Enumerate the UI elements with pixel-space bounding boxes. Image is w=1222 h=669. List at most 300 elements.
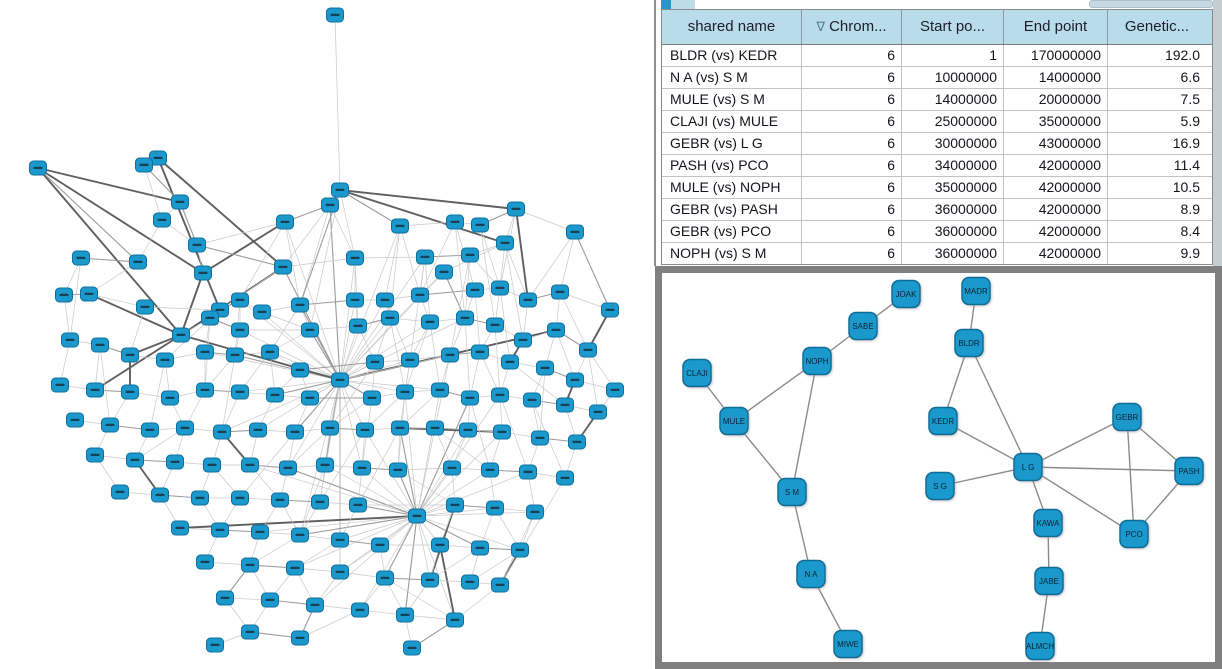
node-label <box>296 369 305 371</box>
table-row[interactable] <box>662 199 1212 221</box>
network-node[interactable] <box>322 198 339 212</box>
network-node[interactable] <box>392 421 409 435</box>
network-node[interactable] <box>157 353 174 367</box>
cell-value[interactable]: 36000000 <box>902 243 1004 264</box>
network-node[interactable] <box>462 575 479 589</box>
network-node[interactable] <box>377 293 394 307</box>
network-node[interactable] <box>497 236 514 250</box>
network-node[interactable] <box>322 421 339 435</box>
node-label <box>77 257 86 259</box>
cell-value[interactable]: 6 <box>802 243 902 264</box>
network-node[interactable] <box>1034 510 1062 537</box>
table-row[interactable] <box>662 89 1212 111</box>
network-node[interactable] <box>30 161 47 175</box>
network-node[interactable] <box>444 461 461 475</box>
network-node[interactable] <box>472 218 489 232</box>
cell-value[interactable]: 192.0 <box>1164 47 1200 63</box>
tab-fragment <box>671 0 695 9</box>
network-edge <box>300 610 360 638</box>
table-row[interactable] <box>662 111 1212 133</box>
network-node[interactable] <box>272 493 289 507</box>
cell-value[interactable]: 8.9 <box>1180 201 1200 217</box>
network-node[interactable] <box>357 423 374 437</box>
network-node[interactable] <box>87 383 104 397</box>
cell-value[interactable]: 6.6 <box>1180 69 1200 85</box>
network-node[interactable] <box>112 485 129 499</box>
network-node[interactable] <box>292 631 309 645</box>
cell-value[interactable]: 42000000 <box>1004 243 1108 264</box>
network-node[interactable] <box>472 345 489 359</box>
network-node[interactable] <box>197 345 214 359</box>
cell-shared-name[interactable]: MULE (vs) S M <box>662 89 802 110</box>
network-node[interactable] <box>202 311 219 325</box>
cell-shared-name[interactable]: CLAJI (vs) MULE <box>662 111 802 132</box>
cell-shared-name[interactable]: BLDR (vs) KEDR <box>662 45 802 66</box>
node-label <box>528 399 537 401</box>
node-label <box>256 531 265 533</box>
network-node[interactable] <box>552 285 569 299</box>
network-node[interactable] <box>142 423 159 437</box>
node-label <box>236 497 245 499</box>
node-label <box>296 304 305 306</box>
network-node[interactable] <box>377 571 394 585</box>
network-node[interactable] <box>350 498 367 512</box>
cell-value[interactable]: 10000000 <box>902 67 1004 88</box>
node-label <box>236 299 245 301</box>
network-node[interactable] <box>402 353 419 367</box>
network-node[interactable] <box>232 491 249 505</box>
network-node[interactable] <box>277 215 294 229</box>
network-node[interactable] <box>460 423 477 437</box>
horizontal-scrollbar-thumb[interactable] <box>1089 0 1213 8</box>
network-node[interactable] <box>197 383 214 397</box>
network-node[interactable] <box>347 293 364 307</box>
network-node[interactable] <box>207 638 224 652</box>
cell-value[interactable]: 14000000 <box>902 89 1004 110</box>
network-node[interactable] <box>472 541 489 555</box>
network-node[interactable] <box>302 391 319 405</box>
network-node[interactable] <box>67 413 84 427</box>
cell-shared-name[interactable]: MULE (vs) NOPH <box>662 177 802 198</box>
network-node[interactable] <box>520 465 537 479</box>
network-node[interactable] <box>214 425 231 439</box>
network-node[interactable] <box>955 330 983 357</box>
network-node[interactable] <box>162 391 179 405</box>
cell-shared-name[interactable]: PASH (vs) PCO <box>662 155 802 176</box>
column-header-chromosome[interactable]: ∇ Chrom... <box>802 10 902 44</box>
network-node[interactable] <box>569 435 586 449</box>
node-label <box>331 14 340 16</box>
network-node[interactable] <box>590 405 607 419</box>
network-node[interactable] <box>548 323 565 337</box>
table-row[interactable] <box>662 177 1212 199</box>
network-node[interactable] <box>154 213 171 227</box>
network-node[interactable] <box>1035 568 1063 595</box>
network-node[interactable] <box>1026 633 1054 660</box>
network-node[interactable] <box>332 533 349 547</box>
column-header-shared-name[interactable]: shared name <box>662 10 802 44</box>
network-node[interactable] <box>487 318 504 332</box>
network-node[interactable] <box>87 448 104 462</box>
network-node[interactable] <box>227 348 244 362</box>
cell-value[interactable]: 35000000 <box>902 177 1004 198</box>
network-node[interactable] <box>242 558 259 572</box>
network-node[interactable] <box>1175 458 1203 485</box>
network-edge <box>1127 417 1134 534</box>
network-edge <box>1028 417 1127 467</box>
cell-value[interactable]: 9.9 <box>1180 245 1200 261</box>
node-label <box>401 391 410 393</box>
network-node[interactable] <box>242 625 259 639</box>
network-node[interactable] <box>720 408 748 435</box>
node-label: JOAK <box>895 290 917 299</box>
network-node[interactable] <box>447 215 464 229</box>
node-label <box>501 242 510 244</box>
network-node[interactable] <box>436 265 453 279</box>
network-node[interactable] <box>409 509 426 523</box>
network-node[interactable] <box>494 425 511 439</box>
network-node[interactable] <box>422 315 439 329</box>
node-label <box>584 349 593 351</box>
network-node[interactable] <box>557 398 574 412</box>
network-node[interactable] <box>327 8 344 22</box>
network-node[interactable] <box>292 363 309 377</box>
network-edge <box>516 209 528 300</box>
network-node[interactable] <box>250 423 267 437</box>
column-header-end-point[interactable]: End point <box>1004 10 1108 44</box>
table-row[interactable] <box>662 243 1212 264</box>
cell-value[interactable]: 6 <box>802 133 902 154</box>
network-node[interactable] <box>567 225 584 239</box>
network-node[interactable] <box>462 248 479 262</box>
network-node[interactable] <box>122 385 139 399</box>
node-label <box>611 389 620 391</box>
node-label <box>361 429 370 431</box>
cell-value[interactable]: 6 <box>802 155 902 176</box>
table-row[interactable] <box>662 133 1212 155</box>
network-edge <box>144 165 162 220</box>
network-node[interactable] <box>404 641 421 655</box>
network-node[interactable] <box>372 538 389 552</box>
cell-value[interactable]: 6 <box>802 67 902 88</box>
network-node[interactable] <box>73 251 90 265</box>
network-node[interactable] <box>52 378 69 392</box>
node-label <box>85 293 94 295</box>
column-header-genetic[interactable]: Genetic... <box>1124 18 1190 35</box>
table-row[interactable] <box>662 45 1212 67</box>
node-label <box>354 325 363 327</box>
network-node[interactable] <box>232 293 249 307</box>
network-node[interactable] <box>602 303 619 317</box>
table-row[interactable] <box>662 67 1212 89</box>
network-node[interactable] <box>482 463 499 477</box>
node-label <box>394 469 403 471</box>
network-node[interactable] <box>427 421 444 435</box>
network-node[interactable] <box>173 328 190 342</box>
network-node[interactable] <box>432 383 449 397</box>
network-node[interactable] <box>803 348 831 375</box>
node-label <box>358 467 367 469</box>
node-label <box>311 604 320 606</box>
node-label <box>306 397 315 399</box>
network-node[interactable] <box>262 593 279 607</box>
network-node[interactable] <box>527 505 544 519</box>
network-node[interactable] <box>422 573 439 587</box>
network-node[interactable] <box>232 323 249 337</box>
cell-value[interactable]: 6 <box>802 89 902 110</box>
cell-value[interactable]: 36000000 <box>902 221 1004 242</box>
network-node[interactable] <box>192 491 209 505</box>
network-node[interactable] <box>287 561 304 575</box>
network-node[interactable] <box>515 333 532 347</box>
node-label <box>71 419 80 421</box>
network-node[interactable] <box>487 501 504 515</box>
network-edge <box>340 190 355 258</box>
filter-icon[interactable]: ∇ <box>816 19 826 34</box>
network-edge <box>283 258 355 267</box>
network-node[interactable] <box>307 598 324 612</box>
node-label <box>176 201 185 203</box>
network-node[interactable] <box>275 260 292 274</box>
cell-value[interactable]: 42000000 <box>1004 199 1108 220</box>
network-node[interactable] <box>212 523 229 537</box>
network-node[interactable] <box>412 288 429 302</box>
network-node[interactable] <box>537 361 554 375</box>
network-node[interactable] <box>962 278 990 305</box>
node-label <box>571 231 580 233</box>
cell-shared-name[interactable]: N A (vs) S M <box>662 67 802 88</box>
network-node[interactable] <box>317 458 334 472</box>
network-node[interactable] <box>834 631 862 658</box>
node-label <box>446 354 455 356</box>
network-node[interactable] <box>280 461 297 475</box>
cell-value[interactable]: 6 <box>802 45 902 66</box>
node-label <box>476 224 485 226</box>
network-node[interactable] <box>382 311 399 325</box>
network-node[interactable] <box>417 250 434 264</box>
cell-value[interactable]: 10.5 <box>1172 179 1200 195</box>
network-node[interactable] <box>512 543 529 557</box>
network-node[interactable] <box>580 343 597 357</box>
network-node[interactable] <box>172 195 189 209</box>
network-node[interactable] <box>262 345 279 359</box>
network-node[interactable] <box>92 338 109 352</box>
network-node[interactable] <box>849 313 877 340</box>
node-label <box>96 344 105 346</box>
network-node[interactable] <box>364 391 381 405</box>
network-node[interactable] <box>442 348 459 362</box>
node-label <box>156 494 165 496</box>
node-label <box>246 631 255 633</box>
cell-value[interactable]: 6 <box>802 199 902 220</box>
network-node[interactable] <box>567 373 584 387</box>
network-node[interactable] <box>524 393 541 407</box>
cell-value[interactable]: 16.9 <box>1172 135 1200 151</box>
network-node[interactable] <box>152 488 169 502</box>
network-node[interactable] <box>287 425 304 439</box>
network-node[interactable] <box>432 538 449 552</box>
network-node[interactable] <box>352 603 369 617</box>
network-node[interactable] <box>332 183 349 197</box>
network-node[interactable] <box>252 525 269 539</box>
network-node[interactable] <box>1113 404 1141 431</box>
node-label <box>486 469 495 471</box>
network-edge <box>560 232 575 292</box>
cell-value[interactable]: 8.4 <box>1180 223 1200 239</box>
network-node[interactable] <box>189 238 206 252</box>
network-node[interactable] <box>492 281 509 295</box>
network-node[interactable] <box>347 251 364 265</box>
network-edge <box>158 158 220 310</box>
network-node[interactable] <box>195 266 212 280</box>
network-node[interactable] <box>302 323 319 337</box>
cell-value[interactable]: 170000000 <box>1004 45 1108 66</box>
node-label <box>326 204 335 206</box>
cell-value[interactable]: 43000000 <box>1004 133 1108 154</box>
network-node[interactable] <box>1120 521 1148 548</box>
cell-value[interactable]: 42000000 <box>1004 221 1108 242</box>
network-edge <box>340 300 355 380</box>
network-node[interactable] <box>242 458 259 472</box>
network-node[interactable] <box>462 391 479 405</box>
network-node[interactable] <box>217 591 234 605</box>
cell-value[interactable]: 6 <box>802 177 902 198</box>
table-row[interactable] <box>662 221 1212 243</box>
cell-value[interactable]: 20000000 <box>1004 89 1108 110</box>
cell-value[interactable]: 14000000 <box>1004 67 1108 88</box>
network-node[interactable] <box>457 311 474 325</box>
table-row[interactable] <box>662 155 1212 177</box>
network-node[interactable] <box>929 408 957 435</box>
network-node[interactable] <box>447 613 464 627</box>
network-edge <box>465 318 470 398</box>
network-node[interactable] <box>447 498 464 512</box>
network-node[interactable] <box>127 453 144 467</box>
network-node[interactable] <box>254 305 271 319</box>
cell-value[interactable]: 35000000 <box>1004 111 1108 132</box>
cell-shared-name[interactable]: GEBR (vs) PASH <box>662 199 802 220</box>
cell-value[interactable]: 1 <box>902 45 1004 66</box>
network-node[interactable] <box>1014 454 1042 481</box>
network-node[interactable] <box>232 385 249 399</box>
network-node[interactable] <box>137 300 154 314</box>
network-edge <box>145 307 220 310</box>
network-node[interactable] <box>397 608 414 622</box>
cell-value[interactable]: 34000000 <box>902 155 1004 176</box>
node-label <box>231 354 240 356</box>
detail-network-panel[interactable] <box>655 266 1222 669</box>
network-node[interactable] <box>350 319 367 333</box>
cell-shared-name[interactable]: GEBR (vs) PCO <box>662 221 802 242</box>
network-node[interactable] <box>172 521 189 535</box>
network-node[interactable] <box>177 421 194 435</box>
cell-value[interactable]: 42000000 <box>1004 177 1108 198</box>
network-node[interactable] <box>332 373 349 387</box>
node-label <box>466 581 475 583</box>
network-node[interactable] <box>502 355 519 369</box>
cell-shared-name[interactable]: NOPH (vs) S M <box>662 243 802 264</box>
node-label <box>116 491 125 493</box>
cell-value[interactable]: 6 <box>802 111 902 132</box>
network-node[interactable] <box>62 333 79 347</box>
network-node[interactable] <box>204 458 221 472</box>
network-node[interactable] <box>467 283 484 297</box>
network-node[interactable] <box>332 565 349 579</box>
cell-value[interactable]: 30000000 <box>902 133 1004 154</box>
node-label <box>193 244 202 246</box>
node-label: GEBR <box>1115 413 1139 422</box>
network-edge <box>360 516 417 610</box>
network-node[interactable] <box>102 418 119 432</box>
node-label: PASH <box>1178 467 1200 476</box>
network-node[interactable] <box>81 287 98 301</box>
node-label <box>506 361 515 363</box>
network-node[interactable] <box>167 455 184 469</box>
network-node[interactable] <box>392 219 409 233</box>
vertical-scrollbar-track[interactable] <box>1213 0 1222 266</box>
network-node[interactable] <box>797 561 825 588</box>
network-node[interactable] <box>532 431 549 445</box>
cell-value[interactable]: 7.5 <box>1180 91 1200 107</box>
cell-value[interactable]: 5.9 <box>1180 113 1200 129</box>
network-node[interactable] <box>557 471 574 485</box>
cell-value[interactable]: 11.4 <box>1173 157 1200 173</box>
network-node[interactable] <box>607 383 624 397</box>
network-edge <box>340 190 505 243</box>
network-node[interactable] <box>312 495 329 509</box>
network-node[interactable] <box>778 479 806 506</box>
network-node[interactable] <box>130 255 147 269</box>
network-node[interactable] <box>197 555 214 569</box>
cell-value[interactable]: 6 <box>802 221 902 242</box>
network-node[interactable] <box>492 388 509 402</box>
node-label <box>206 317 215 319</box>
node-label: MADR <box>964 287 988 296</box>
node-label <box>451 221 460 223</box>
node-label <box>177 334 186 336</box>
network-node[interactable] <box>520 293 537 307</box>
network-node[interactable] <box>122 348 139 362</box>
column-header-start-position[interactable]: Start po... <box>902 10 1004 44</box>
network-edge <box>38 168 180 202</box>
cell-value[interactable]: 42000000 <box>1004 155 1108 176</box>
panel-divider <box>654 0 656 266</box>
network-node[interactable] <box>136 158 153 172</box>
cell-value[interactable]: 36000000 <box>902 199 1004 220</box>
network-node[interactable] <box>267 388 284 402</box>
network-node[interactable] <box>292 528 309 542</box>
cell-value[interactable]: 25000000 <box>902 111 1004 132</box>
network-node[interactable] <box>56 288 73 302</box>
detail-network-canvas[interactable] <box>662 273 1215 662</box>
node-label <box>266 599 275 601</box>
node-label <box>236 391 245 393</box>
network-node[interactable] <box>397 385 414 399</box>
network-node[interactable] <box>683 360 711 387</box>
network-node[interactable] <box>354 461 371 475</box>
network-node[interactable] <box>926 473 954 500</box>
network-node[interactable] <box>492 578 509 592</box>
network-node[interactable] <box>508 202 525 216</box>
cell-shared-name[interactable]: GEBR (vs) L G <box>662 133 802 154</box>
network-node[interactable] <box>892 281 920 308</box>
network-node[interactable] <box>390 463 407 477</box>
network-node[interactable] <box>292 298 309 312</box>
network-edge <box>1028 467 1189 471</box>
node-label <box>291 567 300 569</box>
network-node[interactable] <box>367 355 384 369</box>
network-edge <box>792 361 817 492</box>
